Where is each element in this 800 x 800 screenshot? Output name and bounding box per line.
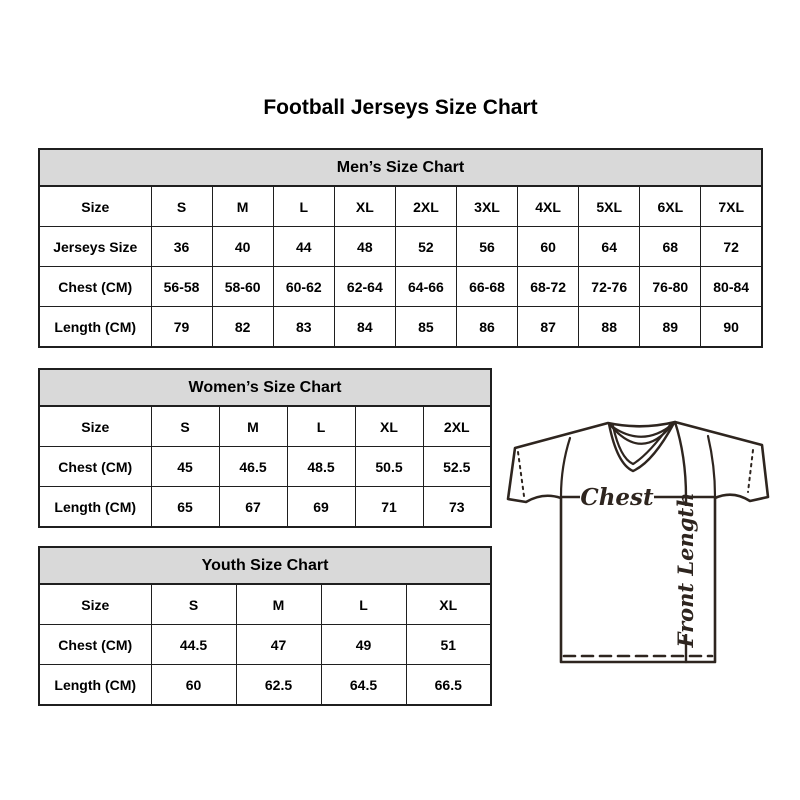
men-table-row xyxy=(39,186,762,227)
value-cell: XL xyxy=(406,584,491,625)
youth-size-chart-table xyxy=(38,546,492,706)
value-cell: 67 xyxy=(219,487,287,528)
value-cell: 60 xyxy=(151,665,236,706)
value-cell: 2XL xyxy=(395,186,456,227)
chest-label: Chest xyxy=(580,484,654,511)
row-label-cell: Chest (CM) xyxy=(39,267,151,307)
value-cell: 68-72 xyxy=(518,267,579,307)
value-cell: 79 xyxy=(151,307,212,348)
value-cell: 36 xyxy=(151,227,212,267)
value-cell: 48.5 xyxy=(287,447,355,487)
row-label-cell: Chest (CM) xyxy=(39,625,151,665)
women-table-row xyxy=(39,447,491,487)
value-cell: 85 xyxy=(395,307,456,348)
value-cell: 64.5 xyxy=(321,665,406,706)
value-cell: 48 xyxy=(334,227,395,267)
value-cell: 72-76 xyxy=(579,267,640,307)
value-cell: S xyxy=(151,186,212,227)
value-cell: 64 xyxy=(579,227,640,267)
value-cell: 68 xyxy=(640,227,701,267)
value-cell: 66-68 xyxy=(456,267,517,307)
value-cell: 5XL xyxy=(579,186,640,227)
page-title: Football Jerseys Size Chart xyxy=(263,96,538,119)
value-cell: M xyxy=(236,584,321,625)
youth-table-row xyxy=(39,584,491,625)
value-cell: 40 xyxy=(212,227,273,267)
right-cuff-stitch-line xyxy=(748,450,753,492)
value-cell: 2XL xyxy=(423,406,491,447)
value-cell: 62-64 xyxy=(334,267,395,307)
left-cuff-stitch-line xyxy=(518,452,524,496)
value-cell: 88 xyxy=(579,307,640,348)
jersey-diagram-svg xyxy=(505,406,777,666)
value-cell: 86 xyxy=(456,307,517,348)
value-cell: 73 xyxy=(423,487,491,528)
value-cell: 50.5 xyxy=(355,447,423,487)
youth-table-title-row xyxy=(39,547,491,584)
value-cell: 66.5 xyxy=(406,665,491,706)
jersey-outline xyxy=(508,422,768,662)
value-cell: M xyxy=(212,186,273,227)
youth-table-row xyxy=(39,665,491,706)
right-sleeve-seam xyxy=(708,436,715,496)
value-cell: XL xyxy=(355,406,423,447)
value-cell: 49 xyxy=(321,625,406,665)
value-cell: L xyxy=(287,406,355,447)
value-cell: L xyxy=(321,584,406,625)
value-cell: 84 xyxy=(334,307,395,348)
value-cell: 82 xyxy=(212,307,273,348)
men-table-title-row xyxy=(39,149,762,186)
value-cell: 60-62 xyxy=(273,267,334,307)
value-cell: 51 xyxy=(406,625,491,665)
value-cell: 90 xyxy=(701,307,762,348)
women-table-title: Women’s Size Chart xyxy=(39,369,491,406)
value-cell: 65 xyxy=(151,487,219,528)
value-cell: 87 xyxy=(518,307,579,348)
value-cell: 45 xyxy=(151,447,219,487)
value-cell: 47 xyxy=(236,625,321,665)
row-label-cell: Length (CM) xyxy=(39,487,151,528)
value-cell: 3XL xyxy=(456,186,517,227)
women-table-row xyxy=(39,406,491,447)
value-cell: 56-58 xyxy=(151,267,212,307)
men-size-chart-table xyxy=(38,148,763,348)
value-cell: L xyxy=(273,186,334,227)
value-cell: S xyxy=(151,406,219,447)
value-cell: 6XL xyxy=(640,186,701,227)
row-label-cell: Length (CM) xyxy=(39,665,151,706)
women-size-chart-table xyxy=(38,368,492,528)
value-cell: 52.5 xyxy=(423,447,491,487)
men-table-title: Men’s Size Chart xyxy=(39,149,762,186)
value-cell: M xyxy=(219,406,287,447)
men-table-row xyxy=(39,307,762,348)
value-cell: 89 xyxy=(640,307,701,348)
value-cell: 4XL xyxy=(518,186,579,227)
row-label-cell: Size xyxy=(39,584,151,625)
value-cell: 76-80 xyxy=(640,267,701,307)
jersey-measurement-diagram xyxy=(505,406,777,666)
value-cell: S xyxy=(151,584,236,625)
value-cell: 46.5 xyxy=(219,447,287,487)
left-sleeve-seam xyxy=(561,438,570,496)
value-cell: 7XL xyxy=(701,186,762,227)
value-cell: 69 xyxy=(287,487,355,528)
value-cell: 58-60 xyxy=(212,267,273,307)
row-label-cell: Chest (CM) xyxy=(39,447,151,487)
value-cell: 80-84 xyxy=(701,267,762,307)
value-cell: 62.5 xyxy=(236,665,321,706)
value-cell: 56 xyxy=(456,227,517,267)
value-cell: 44.5 xyxy=(151,625,236,665)
front-length-label: Front Length xyxy=(673,492,698,648)
value-cell: 60 xyxy=(518,227,579,267)
youth-table-title: Youth Size Chart xyxy=(39,547,491,584)
value-cell: 64-66 xyxy=(395,267,456,307)
value-cell: 72 xyxy=(701,227,762,267)
row-label-cell: Size xyxy=(39,186,151,227)
value-cell: 83 xyxy=(273,307,334,348)
row-label-cell: Size xyxy=(39,406,151,447)
row-label-cell: Length (CM) xyxy=(39,307,151,348)
women-table-row xyxy=(39,487,491,528)
row-label-cell: Jerseys Size xyxy=(39,227,151,267)
value-cell: 44 xyxy=(273,227,334,267)
youth-table-row xyxy=(39,625,491,665)
value-cell: XL xyxy=(334,186,395,227)
men-table-row xyxy=(39,267,762,307)
value-cell: 71 xyxy=(355,487,423,528)
value-cell: 52 xyxy=(395,227,456,267)
men-table-row xyxy=(39,227,762,267)
women-table-title-row xyxy=(39,369,491,406)
